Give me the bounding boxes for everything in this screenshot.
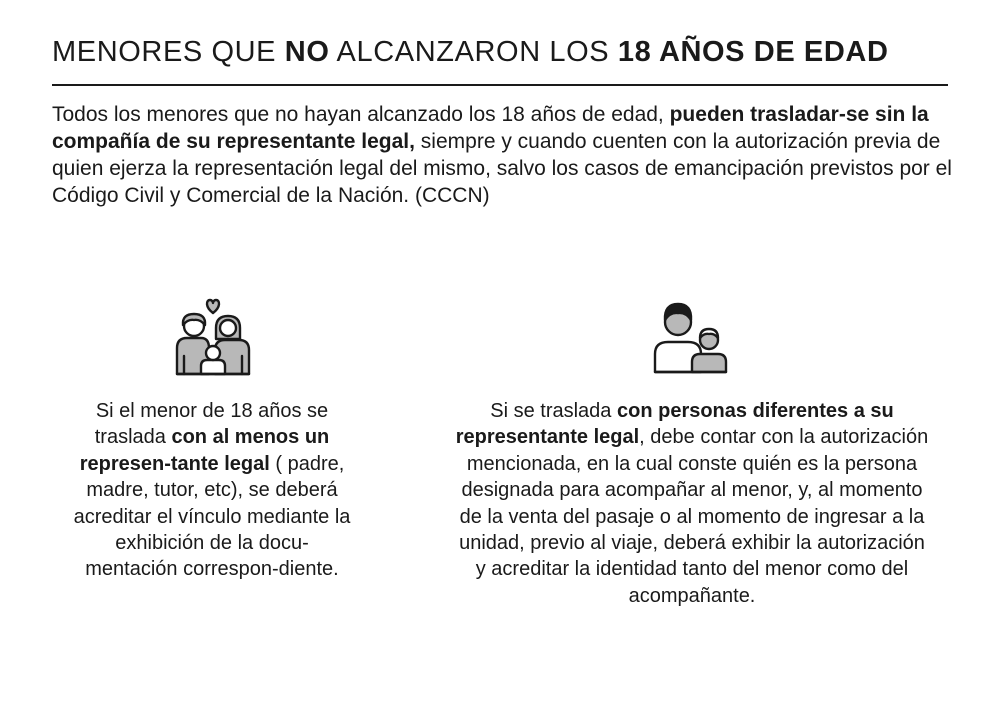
family-heart-icon <box>174 298 252 378</box>
left-column-text <box>72 398 352 583</box>
intro-paragraph <box>52 101 952 209</box>
right-text-2: , debe contar con la autorización mencionada, en la cual conste quién es la persona designada para acompañar al menor, y, al momento de la venta del pasaje o al momento de ingresar a la unidad, previo al viaje, deberá exhibir la autorización y acreditar la identidad tanto del menor como del acompañante. <box>459 426 929 607</box>
left-text-1: Si el menor de 18 años se traslada <box>94 400 329 449</box>
right-text-1: Si se traslada <box>490 400 617 422</box>
page-title <box>52 30 952 74</box>
title-part-2: ALCANZARON LOS <box>329 36 618 68</box>
intro-text-1: Todos los menores que no hayan alcanzado los 18 años de edad, <box>52 103 670 126</box>
intro-bold: pueden trasladar-se sin la compañía de su representante legal, <box>52 103 929 153</box>
title-divider <box>52 84 948 86</box>
left-text-2: ( padre, madre, tutor, etc), se deberá acreditar el vínculo mediante la exhibición de la docu-mentación correspon-diente. <box>73 452 351 581</box>
left-bold: con al menos un represen-tante legal <box>79 426 330 475</box>
right-bold: con personas diferentes a su representante legal <box>455 400 894 449</box>
adult-with-child-icon <box>652 298 730 378</box>
right-column-text <box>452 398 932 609</box>
title-part-1: MENORES QUE <box>52 36 285 68</box>
title-bold-age: 18 AÑOS DE EDAD <box>617 36 889 68</box>
title-bold-no: NO <box>284 36 330 68</box>
intro-text-2: siempre y cuando cuenten con la autorización previa de quien ejerza la representación legal del mismo, salvo los casos de emancipación previstos por el Código Civil y Comercial de la Nación. (CCCN) <box>52 130 952 207</box>
